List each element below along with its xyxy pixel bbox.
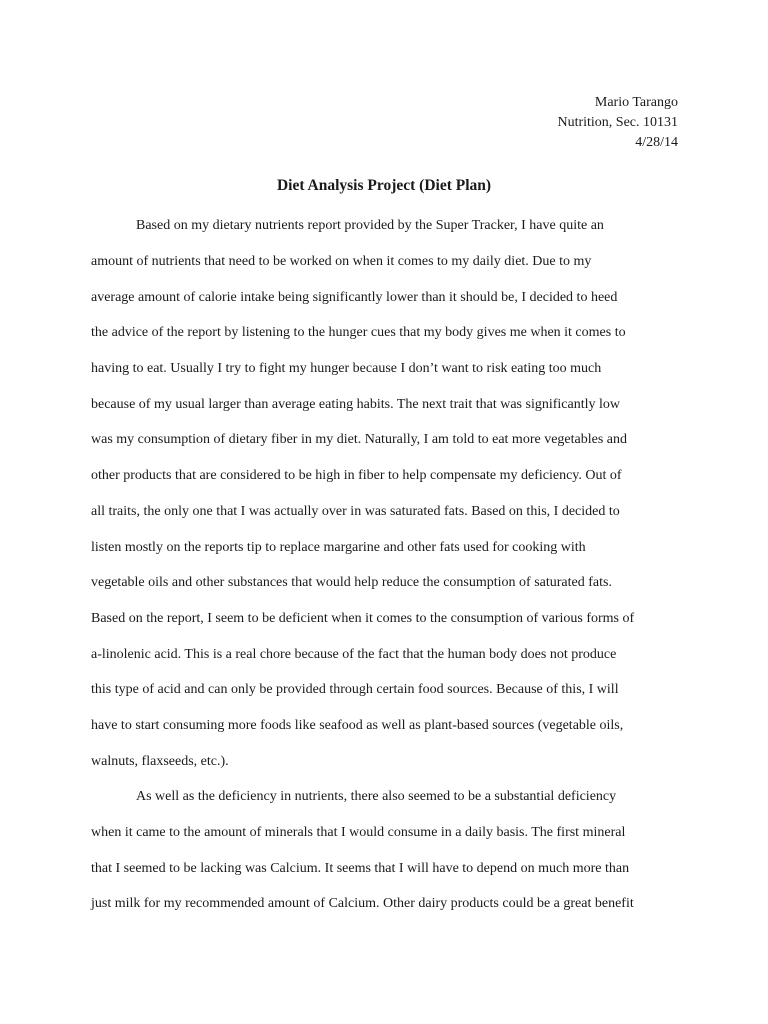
body-line: Based on the report, I seem to be deficient when it comes to the consumption of various forms of [91, 611, 635, 626]
body-line: other products that are considered to be high in fiber to help compensate my deficiency. Out of [91, 468, 622, 483]
document-date: 4/28/14 [635, 135, 678, 150]
body-line: all traits, the only one that I was actually over in was saturated fats. Based on this, I decided to [91, 504, 620, 519]
body-line: amount of nutrients that need to be worked on when it comes to my daily diet. Due to my [91, 254, 592, 269]
body-line: walnuts, flaxseeds, etc.). [91, 754, 229, 769]
header-block [557, 93, 678, 153]
body-line: that I seemed to be lacking was Calcium. It seems that I will have to depend on much more than [91, 861, 630, 876]
body-line: a-linolenic acid. This is a real chore because of the fact that the human body does not produce [91, 647, 617, 662]
body-line: vegetable oils and other substances that would help reduce the consumption of saturated fats. [91, 575, 612, 590]
document-title: Diet Analysis Project (Diet Plan) [276, 177, 492, 194]
body-line: As well as the deficiency in nutrients, there also seemed to be a substantial deficiency [136, 789, 617, 804]
body-line: the advice of the report by listening to the hunger cues that my body gives me when it comes to [91, 325, 626, 340]
body-line: Based on my dietary nutrients report provided by the Super Tracker, I have quite an [136, 218, 604, 233]
body-line: because of my usual larger than average eating habits. The next trait that was significantly low [91, 397, 620, 412]
body-line: was my consumption of dietary fiber in my diet. Naturally, I am told to eat more vegetables and [91, 432, 627, 447]
course-section: Nutrition, Sec. 10131 [557, 115, 678, 130]
body-line: average amount of calorie intake being significantly lower than it should be, I decided to heed [91, 290, 618, 305]
body-line: having to eat. Usually I try to fight my hunger because I don’t want to risk eating too much [91, 361, 602, 376]
body-line: have to start consuming more foods like seafood as well as plant-based sources (vegetable oils, [91, 718, 624, 733]
body-line: just milk for my recommended amount of Calcium. Other dairy products could be a great benefit [91, 896, 634, 911]
author-name: Mario Tarango [594, 95, 678, 110]
body-line: this type of acid and can only be provided through certain food sources. Because of this, I will [91, 682, 619, 697]
body-line: listen mostly on the reports tip to replace margarine and other fats used for cooking with [91, 540, 586, 555]
body-line: when it came to the amount of minerals that I would consume in a daily basis. The first mineral [91, 825, 626, 840]
